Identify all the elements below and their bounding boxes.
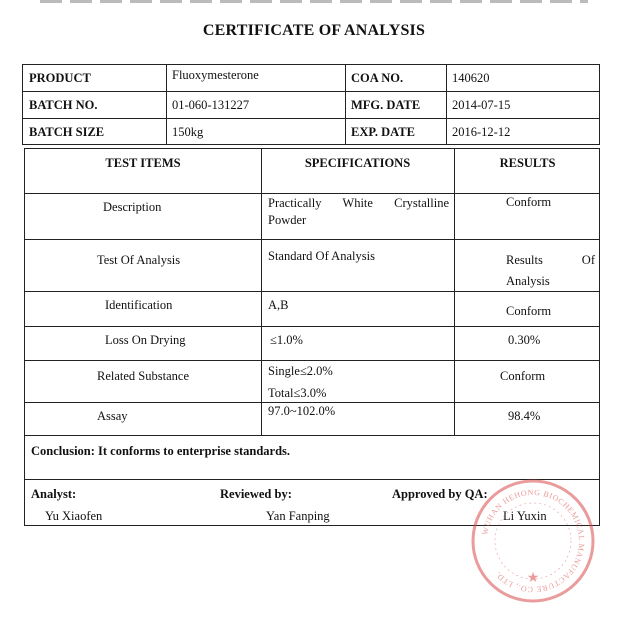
table-row-spec: ≤1.0% — [270, 333, 303, 347]
top-decorative-line — [40, 0, 588, 3]
table-row-item: Assay — [97, 409, 128, 423]
analyst-label: Analyst: — [31, 487, 77, 501]
header-results: RESULTS — [499, 156, 556, 170]
table-row-item: Description — [103, 200, 162, 214]
document-title: CERTIFICATE OF ANALYSIS — [202, 22, 426, 39]
table-row-result-line2: Analysis — [506, 274, 550, 288]
table-row-spec: 97.0~102.0% — [268, 404, 336, 418]
table-row-item: Related Substance — [97, 369, 189, 383]
conclusion-text: Conclusion: It conforms to enterprise standards. — [31, 444, 291, 458]
header-test-items: TEST ITEMS — [105, 156, 181, 170]
mfg-date-value: 2014-07-15 — [452, 98, 511, 112]
approved-by-label: Approved by QA: — [392, 487, 488, 501]
coa-no-value: 140620 — [452, 71, 490, 85]
product-label: PRODUCT — [29, 71, 91, 85]
seal-inner-ring — [495, 503, 571, 579]
batch-no-label: BATCH NO. — [29, 98, 98, 112]
coa-no-label: COA NO. — [351, 71, 404, 85]
header-specifications: SPECIFICATIONS — [304, 156, 411, 170]
batch-size-label: BATCH SIZE — [29, 125, 105, 139]
approved-by-name: Li Yuxin — [503, 509, 547, 523]
exp-date-value: 2016-12-12 — [452, 125, 511, 139]
table-row-item: Loss On Drying — [105, 333, 186, 347]
table-row-result: 98.4% — [508, 409, 541, 423]
batch-size-value: 150kg — [172, 125, 204, 139]
table-row-item: Identification — [105, 298, 173, 312]
batch-no-value: 01-060-131227 — [172, 98, 250, 112]
table-row-spec-line2: Powder — [268, 213, 307, 227]
table-row-spec: Single≤2.0% — [268, 364, 333, 378]
mfg-date-label: MFG. DATE — [351, 98, 421, 112]
table-row-result: Conform — [500, 369, 546, 383]
table-row-spec: A,B — [268, 298, 289, 312]
reviewed-by-label: Reviewed by: — [220, 487, 292, 501]
analyst-name: Yu Xiaofen — [45, 509, 103, 523]
product-value: Fluoxymesterone — [172, 68, 259, 82]
seal-star-icon: ★ — [526, 570, 540, 586]
table-row-item: Test Of Analysis — [97, 253, 181, 267]
table-row-result: 0.30% — [508, 333, 541, 347]
header-info-table — [22, 64, 600, 145]
exp-date-label: EXP. DATE — [351, 125, 415, 139]
table-row-spec-line2: Total≤3.0% — [268, 386, 327, 400]
company-seal-stamp — [470, 478, 596, 604]
table-row-spec: Standard Of Analysis — [268, 249, 375, 263]
table-row-spec: Practically White Crystalline — [268, 196, 449, 210]
table-row-result: Results Of — [506, 253, 595, 267]
seal-text: WUHAN HEHONG BIOCHEMICAL MANUFACTURE CO., LTD. — [480, 487, 587, 595]
table-row-result: Conform — [506, 195, 552, 209]
table-row-result: Conform — [506, 304, 552, 318]
test-results-table — [24, 148, 600, 480]
reviewed-by-name: Yan Fanping — [266, 509, 330, 523]
